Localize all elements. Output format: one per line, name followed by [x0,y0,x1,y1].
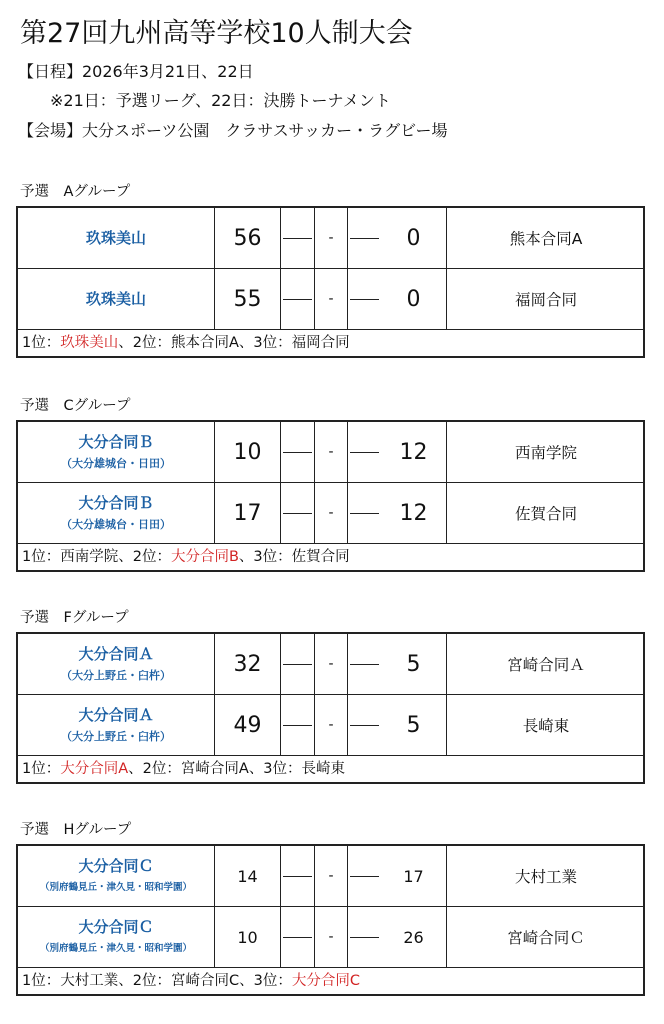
team-cell [18,846,215,906]
opponent-score: 12 [381,483,447,543]
half-score-boxes [281,269,381,329]
opponent-score: 12 [381,422,447,482]
opponent-score: 5 [381,634,447,694]
match-row [18,208,643,269]
opponent-name: 福岡合同 [514,291,577,309]
opponent-score: 26 [381,907,447,967]
team-name: 玖珠美山 [85,229,146,247]
team-schools: （大分雄城台・日田） [61,518,171,531]
group-f-table [16,632,645,784]
opponent-name: 宮崎合同Ｃ [507,929,585,947]
half-score-left [281,422,315,482]
half-score-left [281,846,315,906]
schedule-note: ※21日：予選リーグ、22日：決勝トーナメント [50,91,391,110]
group-h-title: 予選 Hグループ [20,822,132,838]
opponent-score: 0 [381,208,447,268]
half-score-boxes [281,846,381,906]
half-score-right [347,634,381,694]
team-name: 大分合同Ｂ [78,433,154,451]
score-separator: - [328,717,334,733]
team-name: 玖珠美山 [85,290,146,308]
match-row [18,695,643,756]
half-score-right [347,483,381,543]
highlight-team: 大分合同C [291,973,360,989]
group-c-table [16,420,645,572]
team-schools: （別府鶴見丘・津久見・昭和学園） [39,943,192,954]
opponent-name: 佐賀合同 [514,505,577,523]
highlight-team: 大分合同A [60,761,129,777]
score-separator: - [328,929,334,945]
team-name: 大分合同Ｂ [78,494,154,512]
team-score: 17 [215,483,281,543]
opponent-score: 0 [381,269,447,329]
score-separator: - [328,291,334,307]
team-cell [18,269,215,329]
team-schools: （大分上野丘・臼杵） [61,669,171,682]
group-h-table [16,844,645,996]
half-score-right [347,695,381,755]
group-h-result: 1位：大村工業、2位：宮崎合同C、3位：大分合同C [22,973,360,989]
half-score-right [347,846,381,906]
team-score: 56 [215,208,281,268]
page-title: 第27回九州高等学校10人制大会 [20,18,413,49]
opponent-name: 大村工業 [514,868,577,886]
half-score-boxes [281,907,381,967]
group-a-title: 予選 Aグループ [20,184,131,200]
team-cell [18,208,215,268]
half-score-left [281,907,315,967]
half-score-boxes [281,695,381,755]
team-name: 大分合同Ａ [78,645,154,663]
team-score: 14 [215,846,281,906]
team-cell [18,907,215,967]
team-score: 10 [215,422,281,482]
opponent-name: 長崎東 [522,717,570,735]
group-a-table [16,206,645,358]
group-f-result: 1位：大分合同A、2位：宮崎合同A、3位：長崎東 [22,761,346,777]
team-score: 10 [215,907,281,967]
opponent-score: 5 [381,695,447,755]
match-row [18,846,643,907]
team-cell [18,422,215,482]
opponent-score: 17 [381,846,447,906]
team-schools: （別府鶴見丘・津久見・昭和学園） [39,882,192,893]
score-separator: - [328,868,334,884]
match-row [18,634,643,695]
opponent-name: 熊本合同A [509,230,583,248]
match-row [18,422,643,483]
team-schools: （大分上野丘・臼杵） [61,730,171,743]
score-separator: - [328,656,334,672]
half-score-right [347,422,381,482]
half-score-boxes [281,422,381,482]
score-separator: - [328,230,334,246]
opponent-name: 宮崎合同Ａ [507,656,585,674]
team-name: 大分合同Ａ [78,706,154,724]
half-score-right [347,907,381,967]
half-score-left [281,483,315,543]
match-row [18,483,643,544]
match-row [18,907,643,968]
match-row [18,269,643,330]
half-score-boxes [281,208,381,268]
highlight-team: 玖珠美山 [60,335,119,351]
venue-line: 【会場】大分スポーツ公園 クラサスサッカー・ラグビー場 [18,121,448,140]
team-cell [18,634,215,694]
half-score-boxes [281,483,381,543]
team-score: 55 [215,269,281,329]
half-score-boxes [281,634,381,694]
group-c-result: 1位：西南学院、2位：大分合同B、3位：佐賀合同 [22,549,350,565]
score-separator: - [328,444,334,460]
team-score: 49 [215,695,281,755]
team-score: 32 [215,634,281,694]
schedule-line: 【日程】2026年3月21日、22日 [18,62,254,81]
team-cell [18,483,215,543]
group-c-title: 予選 Cグループ [20,398,131,414]
half-score-left [281,208,315,268]
highlight-team: 大分合同B [170,549,239,565]
team-cell [18,695,215,755]
team-schools: （大分雄城台・日田） [61,457,171,470]
team-name: 大分合同Ｃ [78,918,154,936]
half-score-right [347,208,381,268]
team-name: 大分合同Ｃ [78,857,154,875]
score-separator: - [328,505,334,521]
opponent-name: 西南学院 [514,444,577,462]
half-score-left [281,269,315,329]
half-score-left [281,695,315,755]
group-a-result: 1位：玖珠美山、2位：熊本合同A、3位：福岡合同 [22,335,350,351]
group-f-title: 予選 Fグループ [20,610,129,626]
half-score-left [281,634,315,694]
half-score-right [347,269,381,329]
